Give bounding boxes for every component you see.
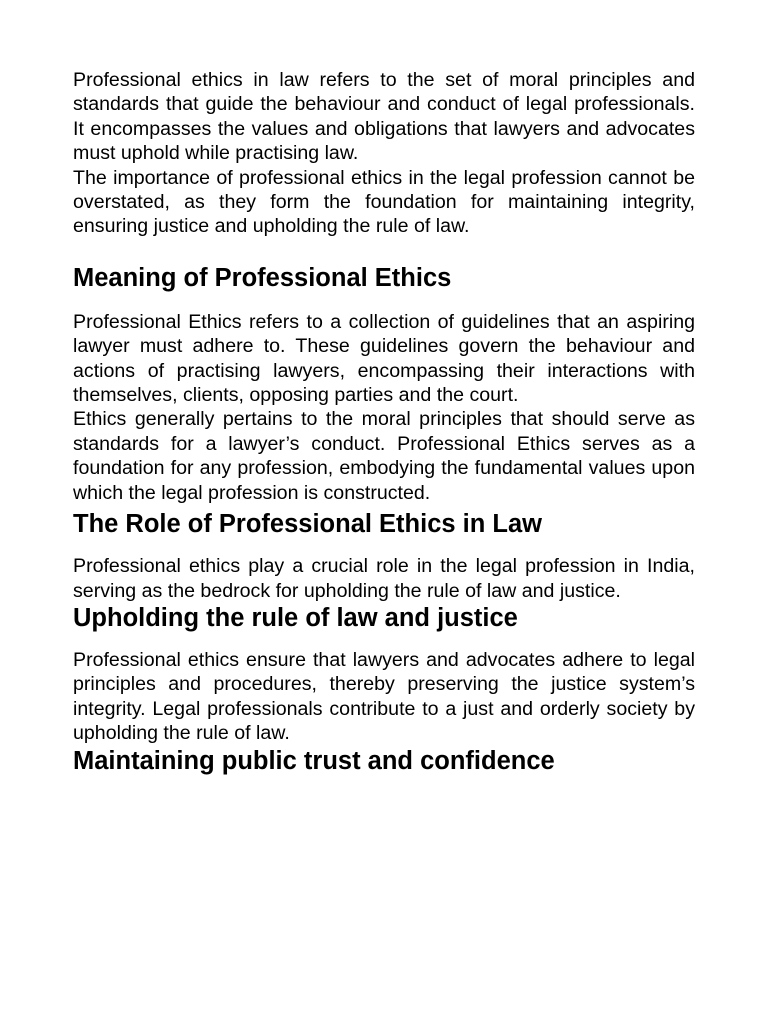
intro-paragraph-2: The importance of professional ethics in the legal profession cannot be overstated, as they form the foundation for maintaining integrity, ensuring justice and upholding the rule of law. <box>73 166 695 238</box>
heading-upholding-rule-of-law: Upholding the rule of law and justice <box>73 603 518 632</box>
role-paragraph: Professional ethics play a crucial role in the legal profession in India, serving as the bedrock for upholding the rule of law and justice. <box>73 555 695 602</box>
meaning-paragraph-2: Ethics generally pertains to the moral principles that should serve as standards for a lawyer’s conduct. Professional Ethics serves as a foundation for any profession, embodying the fundamental values upon which the legal profession is constructed. <box>73 408 695 504</box>
rule-of-law-paragraph: Professional ethics ensure that lawyers and advocates adhere to legal principles and procedures, thereby preserving the justice system’s integrity. Legal professionals contribute to a just and orderly society by upholding the rule of law. <box>73 648 695 745</box>
document-page <box>73 68 695 776</box>
heading-meaning-of-professional-ethics: Meaning of Professional Ethics <box>73 263 452 292</box>
intro-paragraph-1: Professional ethics in law refers to the set of moral principles and standards that guide the behaviour and conduct of legal professionals. It encompasses the values and obligations that lawyers and advocates must uphold while practising law. <box>73 69 695 165</box>
heading-maintaining-public-trust: Maintaining public trust and confidence <box>73 746 555 775</box>
heading-role-of-professional-ethics: The Role of Professional Ethics in Law <box>73 510 542 539</box>
meaning-paragraph-1: Professional Ethics refers to a collection of guidelines that an aspiring lawyer must adhere to. These guidelines govern the behaviour and actions of practising lawyers, encompassing their interactions with themselves, clients, opposing parties and the court. <box>73 310 695 407</box>
